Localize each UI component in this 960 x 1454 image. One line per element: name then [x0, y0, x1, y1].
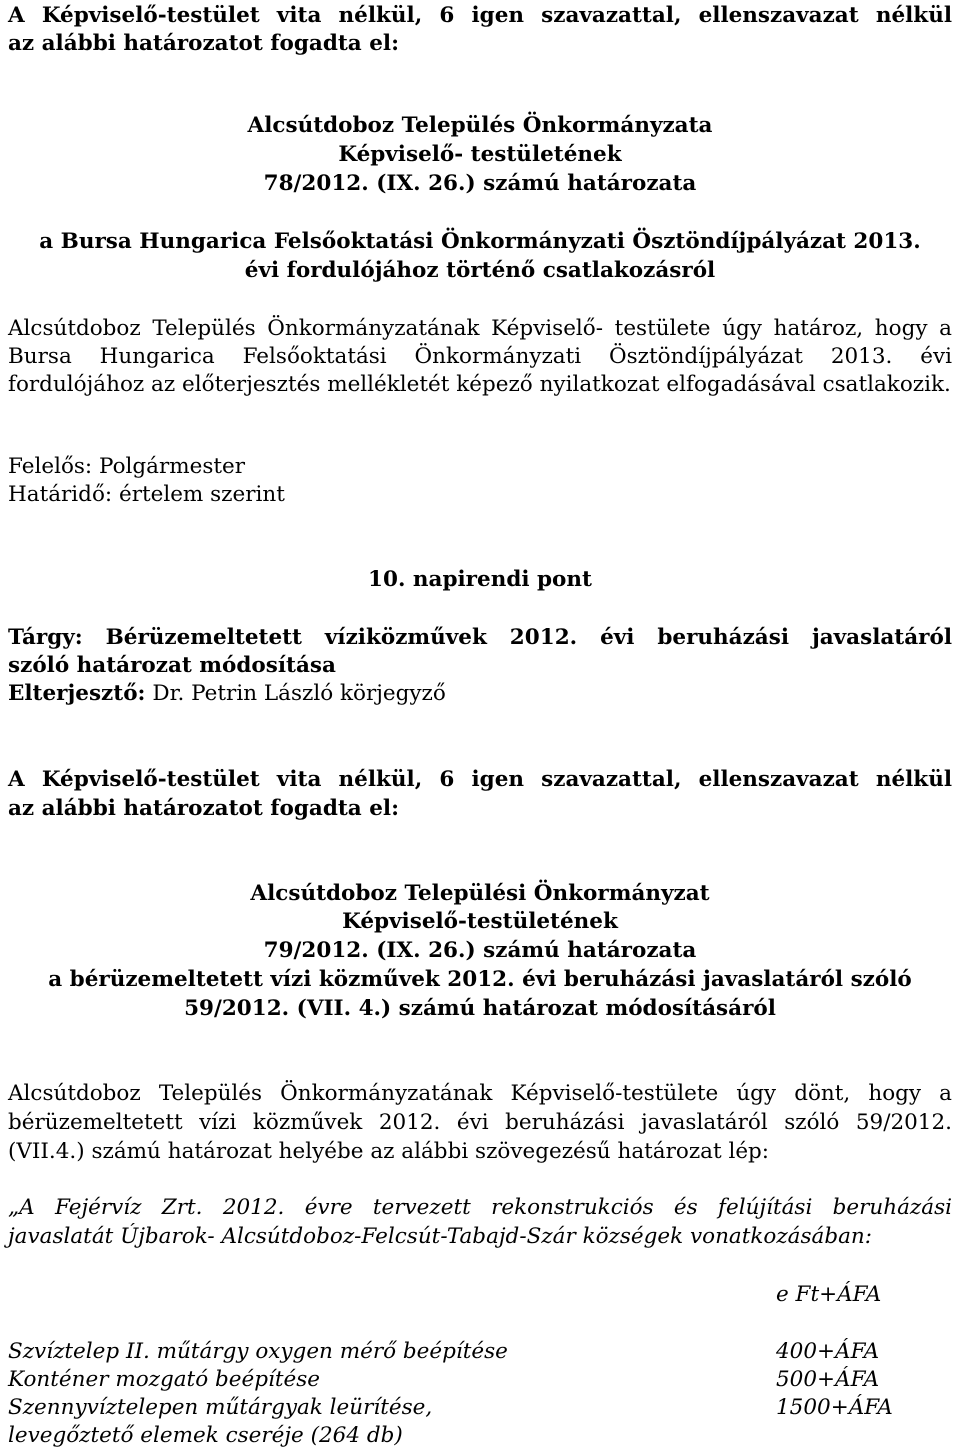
presenter-title: Dr.	[152, 681, 185, 706]
resolution-subject: a Bursa Hungarica Felsőoktatási Önkormányzati Ösztöndíjpályázat 2013.	[39, 229, 921, 254]
resolution-body-line: bérüzemeltetett vízi közművek 2012. évi beruházási javaslatáról szóló 59/2012.	[8, 1110, 952, 1135]
resolution-body-line: Bursa Hungarica Felsőoktatási Önkormányzati Ösztöndíjpályázat 2013. évi	[8, 344, 952, 369]
agenda-point-heading: 10. napirendi pont	[368, 567, 592, 592]
resolution-number: 78/2012. (IX. 26.) számú határozata	[263, 171, 697, 196]
quoted-resolution-line: javaslatát Újbarok- Alcsútdoboz-Felcsút-Tabajd-Szár községek vonatkozásában:	[8, 1224, 873, 1249]
resolution-body-line: Alcsútdoboz Település Önkormányzatának Képviselő-testülete úgy dönt, hogy a	[8, 1081, 952, 1106]
resolution-title: Képviselő-testületének	[342, 909, 618, 934]
cost-item-name: Szvíztelep II. műtárgy oxygen mérő beépítése	[8, 1339, 508, 1364]
resolution-number: 79/2012. (IX. 26.) számú határozata	[263, 938, 697, 963]
deadline-line: Határidő: értelem szerint	[8, 482, 285, 507]
resolution-body-line: (VII.4.) számú határozat helyébe az alábbi szövegezésű határozat lép:	[8, 1139, 770, 1164]
responsible-line: Felelős: Polgármester	[8, 454, 246, 479]
presenter-name: Petrin László körjegyző	[191, 681, 446, 706]
resolution-subject: 59/2012. (VII. 4.) számú határozat módosításáról	[184, 996, 776, 1021]
resolution-body-line: Alcsútdoboz Település Önkormányzatának Képviselő- testülete úgy határoz, hogy a	[8, 316, 952, 341]
cost-unit-header: e Ft+ÁFA	[776, 1282, 882, 1307]
cost-item-name: Konténer mozgató beépítése	[8, 1367, 320, 1392]
quoted-resolution-line: „A Fejérvíz Zrt. 2012. évre tervezett rekonstrukciós és felújítási beruházási	[8, 1195, 952, 1220]
cost-item-name: Szennyvíztelepen műtárgyak leürítése,	[8, 1395, 433, 1420]
resolution-intro-line: A Képviselő-testület vita nélkül, 6 igen szavazattal, ellenszavazat nélkül	[8, 3, 952, 28]
resolution-title: Alcsútdoboz Település Önkormányzata	[247, 113, 713, 138]
resolution-intro-line: A Képviselő-testület vita nélkül, 6 igen szavazattal, ellenszavazat nélkül	[8, 767, 952, 792]
resolution-title: Alcsútdoboz Települési Önkormányzat	[250, 881, 710, 906]
cost-item-continuation: levegőztető elemek cseréje (264 db)	[8, 1423, 403, 1448]
cost-item-value: 400+ÁFA	[776, 1339, 880, 1364]
resolution-body-line: fordulójához az előterjesztés mellékletét képező nyilatkozat elfogadásával csatlakozik.	[8, 372, 951, 397]
agenda-subject: szóló határozat módosítása	[8, 653, 336, 678]
agenda-presenter	[8, 680, 952, 708]
resolution-title: Képviselő- testületének	[338, 142, 622, 167]
agenda-subject: Tárgy: Bérüzemeltetett víziközművek 2012. évi beruházási javaslatáról	[8, 625, 952, 650]
cost-item-value: 1500+ÁFA	[776, 1395, 893, 1420]
presenter-label: Elterjesztő:	[8, 681, 146, 706]
resolution-intro-line: az alábbi határozatot fogadta el:	[8, 31, 400, 56]
resolution-subject: évi fordulójához történő csatlakozásról	[244, 258, 716, 283]
resolution-intro-line: az alábbi határozatot fogadta el:	[8, 796, 400, 821]
resolution-subject: a bérüzemeltetett vízi közművek 2012. évi beruházási javaslatáról szóló	[48, 967, 912, 992]
cost-item-value: 500+ÁFA	[776, 1367, 880, 1392]
